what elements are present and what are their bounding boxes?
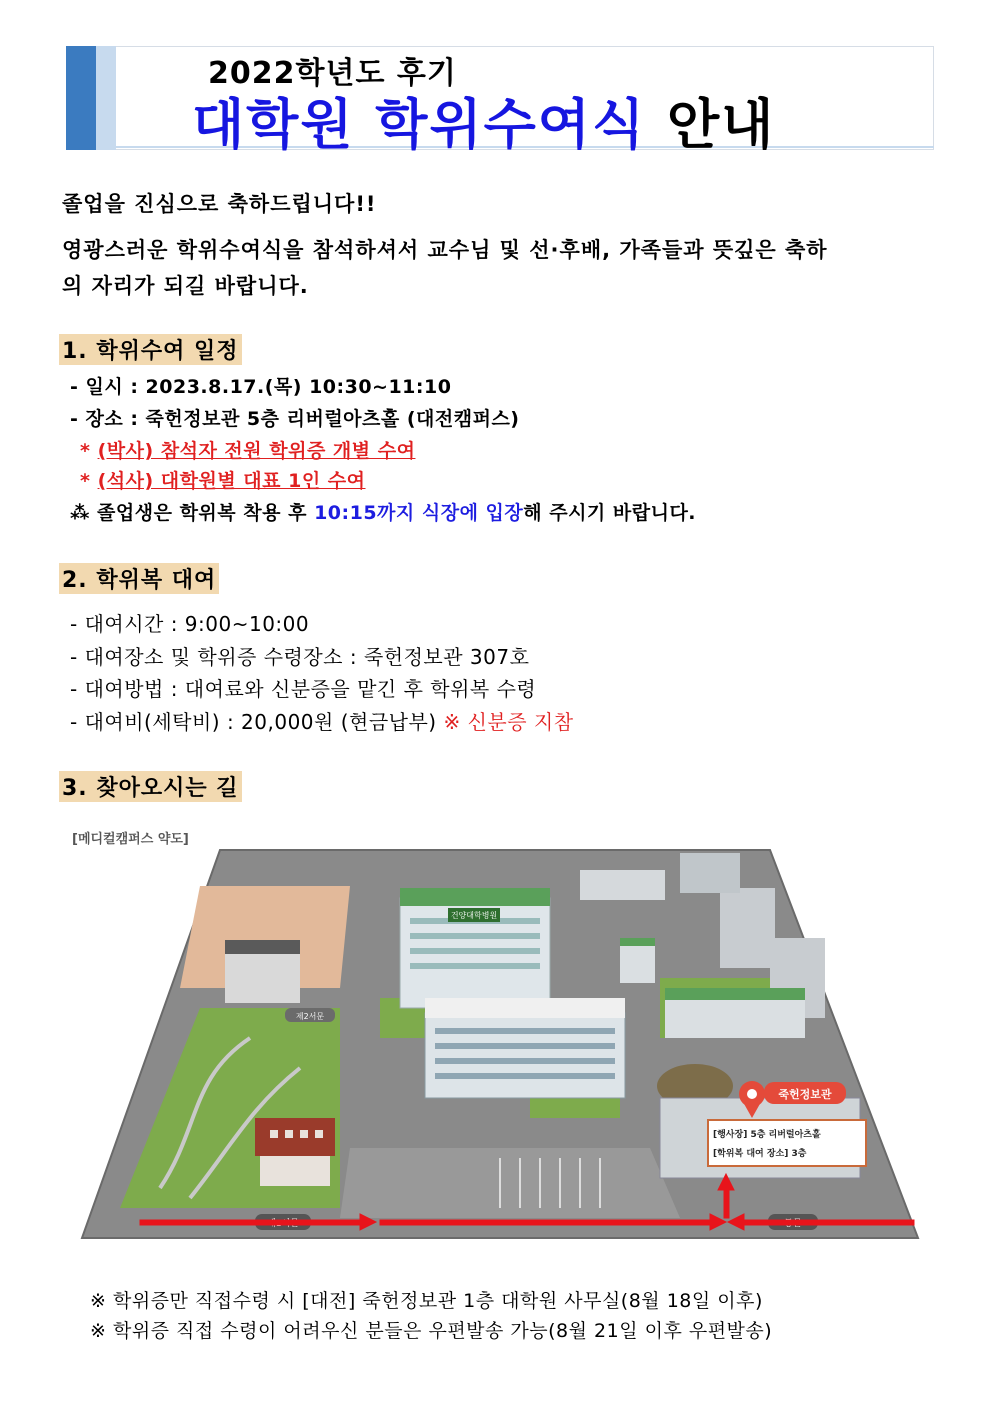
title-accent-bar [66, 46, 96, 150]
gate-2-label: 제2서문 [295, 1012, 325, 1021]
campus-map-illustration [80, 848, 920, 1248]
title-accent-bar-light [96, 46, 116, 150]
intro-line-3: 의 자리가 되길 바랍니다. [62, 274, 309, 298]
rental-method: - 대여방법 : 대여료와 신분증을 맡긴 후 학위복 수령 [70, 677, 537, 701]
footer-note-2: ※ 학위증 직접 수령이 어려우신 분들은 우편발송 가능(8월 21일 이후 우편발송) [90, 1320, 773, 1342]
venue-callout: [행사장] 5층 리버럴아츠홀 [713, 1130, 821, 1140]
title-blue-part: 대학원 학위수여식 [192, 93, 647, 156]
intro-line-2: 영광스러운 학위수여식을 참석하셔서 교수님 및 선·후배, 가족들과 뜻깊은 축하 [62, 238, 828, 262]
rental-fee [70, 706, 574, 735]
entry-notice-pre: ⁂ 졸업생은 학위복 착용 후 [70, 502, 315, 524]
map-caption: [메디컬캠퍼스 약도] [72, 832, 189, 847]
campus-map [80, 848, 920, 1248]
title-black-part: 안내 [666, 93, 776, 156]
intro-line-1: 졸업을 진심으로 축하드립니다!! [62, 192, 377, 216]
rental-place: - 대여장소 및 학위증 수령장소 : 죽헌정보관 307호 [70, 645, 530, 669]
entry-notice [70, 498, 696, 525]
ms-note-text: (석사) 대학원별 대표 1인 수여 [97, 470, 366, 492]
footer-note-1: ※ 학위증만 직접수령 시 [대전] 죽헌정보관 1층 대학원 사무실(8월 18일 이후) [90, 1290, 763, 1312]
entry-notice-time: 10:15까지 식장에 입장 [314, 502, 524, 524]
phd-note [80, 436, 415, 463]
hospital-sign: 건양대학병원 [450, 911, 498, 920]
section-2-heading: 2. 학위복 대여 [59, 563, 219, 594]
rental-time: - 대여시간 : 9:00~10:00 [70, 612, 310, 636]
rental-fee-text: - 대여비(세탁비) : 20,000원 (현금납부) [70, 710, 444, 734]
ms-note-star: * [80, 470, 98, 492]
page-title [192, 82, 775, 159]
section-1-heading: 1. 학위수여 일정 [59, 334, 242, 365]
section-3-heading: 3. 찾아오시는 길 [59, 771, 242, 802]
rental-fee-note: ※ 신분증 지참 [443, 710, 574, 734]
rental-callout: [학위복 대여 장소] 3층 [713, 1149, 807, 1159]
entry-notice-post: 해 주시기 바랍니다. [523, 502, 697, 524]
jukheon-pin-label: 죽헌정보관 [778, 1088, 832, 1101]
phd-note-text: (박사) 참석자 전원 학위증 개별 수여 [97, 440, 416, 462]
phd-note-star: * [80, 440, 98, 462]
ceremony-date: - 일시 : 2023.8.17.(목) 10:30~11:10 [70, 376, 452, 398]
ms-note [80, 466, 366, 493]
page-subtitle: 2022학년도 후기 [208, 56, 457, 91]
ceremony-place: - 장소 : 죽헌정보관 5층 리버럴아츠홀 (대전캠퍼스) [70, 408, 520, 430]
